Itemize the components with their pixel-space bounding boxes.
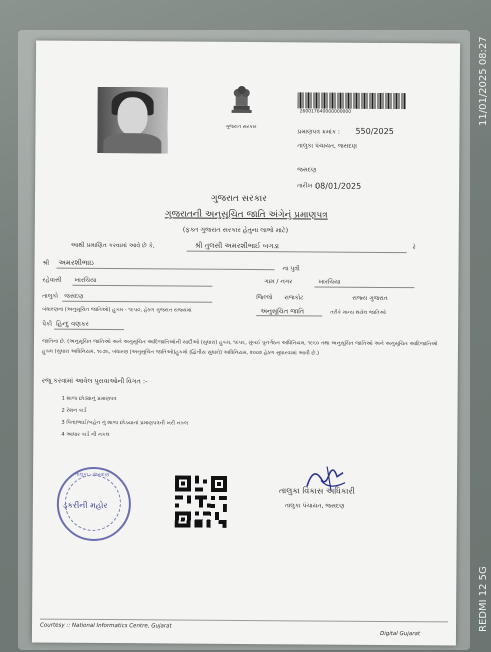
main-title: ગુજરાતની અનુસૂચિત જાતિ અંગેનું પ્રમાણપત્ર <box>164 209 328 221</box>
village-label: ગામ / નગર <box>264 278 293 286</box>
taluka-value: જસદણ <box>64 292 84 300</box>
village-value: ખારચિયા <box>74 276 97 284</box>
legal-text: જાતિના છે. (અનુસૂચિત જાતિઓ અને અનુસૂચિત આદિજાતિઓની યાદીઓ (સુધારા) હુકમ, ૧૯૫૬, મુંબઈ પુનર્ગઠન અધિનિયમ, ૧૯૬૦ તથા અનુસૂચિત જાતિઓ અને અનુસૂચિત આદિજાતિઓ હુકમ (સુધારા અધિનિયમ, ૧૯૭૬, બંધારણ (અનુસૂચિત જાતિઓ)હુકમો (દ્વિતીય સુધારો) અધિનિયમ, ૨૦૦૨ હેઠળ સુધારવામાં આવી છે.) <box>41 338 438 357</box>
barcode-number: 260017640000000000 <box>299 109 352 115</box>
footer-courtesy: Courtesy :: National Informatics Centre, Gujarat <box>40 622 172 630</box>
place: જસદણ <box>297 166 317 174</box>
camera-watermark: REDMI 12 5G <box>478 566 489 632</box>
certificate-number: 550/2025 <box>355 126 394 137</box>
footer-rule <box>40 619 448 623</box>
officer-title: તાલુકા વિકાસ અધિકારી <box>278 486 355 496</box>
category: અનુસૂચિત જાતિ <box>260 307 305 316</box>
person-name: શ્રી તુલસી અમરશીભાઈ બગડા <box>194 241 280 251</box>
issuer-line: તાલુકા પંચાયત, જસદણ <box>297 142 357 150</box>
caste-value: હિન્દુ વણકર <box>56 319 89 328</box>
photo-timestamp: 11/01/2025 08:27 <box>478 36 489 126</box>
certificate-document <box>32 41 460 646</box>
stamp-text: ડ્કરીની મહોર <box>62 500 108 511</box>
intro-text: આથી પ્રમાણિત કરવામાં આવે છે કે, <box>70 241 155 250</box>
applicant-photo <box>97 87 167 153</box>
document-item: 3 પિતા/ભાઈ/બહેન નું શાળા છોડયાનાં પ્રમાણપત્રની ખરી નકલ <box>61 419 189 427</box>
date-label: તારીખ : <box>297 182 317 190</box>
gender-suffix: રે <box>412 244 416 252</box>
document-item: 4 આધાર કાર્ડ ની નકલ <box>61 431 110 439</box>
national-emblem-icon <box>224 82 260 122</box>
gov-title: ગુજરાત સરકાર <box>210 193 267 205</box>
village-value-2: ખારચિયા <box>318 278 341 286</box>
father-name: અમરશીભાઇ <box>58 258 94 267</box>
documents-heading: રજૂ કરવામાં આવેલ પુરાવાઓની વિગત :- <box>41 376 148 386</box>
emblem-caption: ગુજરાત સરકાર <box>225 123 257 131</box>
district-label: જિલ્લો <box>256 294 273 302</box>
barcode <box>298 92 406 109</box>
state-label: રાજ્ય ગુજરાત <box>352 294 388 302</box>
officer-office: તાલુકા પંચાયત, જસદણ <box>284 502 345 510</box>
certificate-number-label: પ્રમાણપત્ર ક્રમાંક : <box>297 128 340 136</box>
district-value: રાજકોટ <box>284 294 304 302</box>
date-value: 08/01/2025 <box>315 181 362 191</box>
recognized-text: તરીકે માન્ય થયેલ જાતિઓ <box>330 309 386 316</box>
relation: ના પુત્રી <box>282 265 300 273</box>
document-item: 1 શાળા છોડ્યાનું પ્રમાણપત્ર <box>61 395 117 403</box>
qr-code <box>175 476 227 528</box>
footer-digital-gujarat: Digital Gujarat <box>379 630 421 638</box>
seal-ring-text: તાલુકા - જસદણ <box>75 471 110 479</box>
document-item: 2 રેશન કાર્ડ <box>61 407 87 414</box>
schedule-text: બંધારણના (અનુસૂચિત જાતિઓ) હુકમ - ૧૯૫૦, હેઠળ ગુજરાત રાજ્યમાં <box>42 306 192 314</box>
caste-prefix: પૈકી <box>42 320 53 328</box>
resident-label: રહેવાસી <box>42 276 62 284</box>
taluka-label: તાલુકો <box>42 292 59 300</box>
subtitle: (ફક્ત ગુજરાત સરકાર હેતુના લાભો માટે) <box>182 225 289 235</box>
father-prefix: શ્રી <box>42 259 50 267</box>
